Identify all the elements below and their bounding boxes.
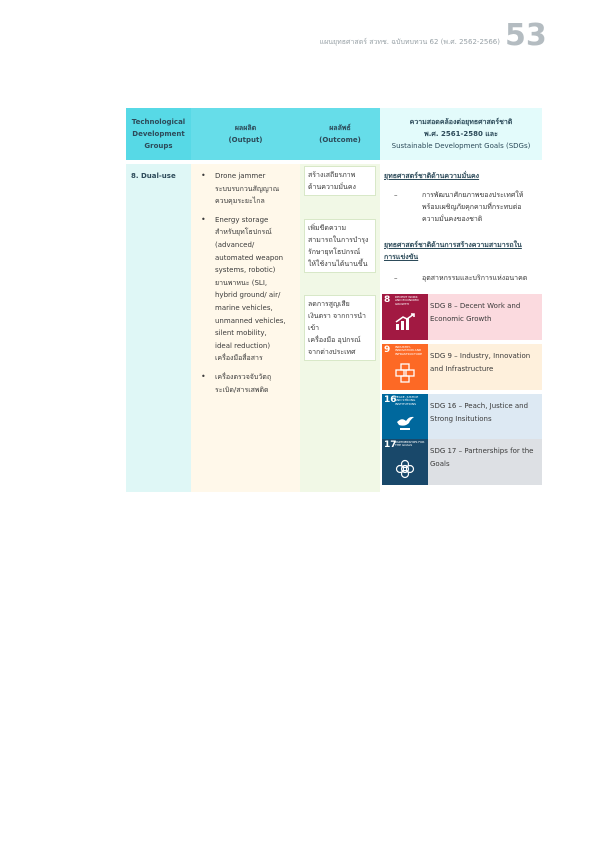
competitiveness-strategy-item	[384, 272, 540, 284]
header-groups-line: Technological	[131, 118, 186, 126]
header-output	[191, 108, 300, 160]
sdg-number: 9	[384, 345, 391, 355]
header-outcome	[300, 108, 380, 160]
dash-icon: –	[394, 274, 398, 282]
header-strategy-line: Sustainable Development Goals (SDGs)	[391, 142, 531, 150]
cell-group	[126, 164, 191, 492]
header-output-line: (Output)	[228, 136, 263, 144]
strategy-table	[126, 108, 542, 492]
cubes-icon	[394, 363, 416, 387]
outcome-line: รักษายุทโธปกรณ์	[308, 248, 361, 256]
sdg-label	[430, 350, 538, 376]
outcome-line: เงินตรา จากการนำเข้า	[308, 312, 366, 332]
sdg-label-line: SDG 17 – Partnerships for the	[430, 447, 534, 455]
output-line: ควบคุมระยะไกล	[215, 197, 265, 206]
security-strategy-item	[384, 189, 540, 225]
strategy-title-line: ยุทธศาสตร์ชาติด้านการสร้างความสามารถใน	[384, 241, 522, 249]
sdg-row	[382, 439, 542, 485]
outcome-line: ด้านความมั่นคง	[308, 183, 356, 191]
cell-outputs	[191, 164, 300, 492]
sdg-number: 8	[384, 295, 391, 305]
sdg-label	[430, 445, 538, 471]
output-line: เครื่องตรวจจับวัตถุ	[215, 372, 272, 381]
dash-icon: –	[394, 191, 398, 199]
sdg-number: 16	[384, 395, 397, 405]
sdg-label-line: Strong Insitutions	[430, 415, 492, 423]
output-line: ระบบรบกวนสัญญาณ	[215, 184, 280, 193]
outputs-list	[199, 170, 297, 402]
header-groups	[126, 108, 191, 160]
outcome-box	[304, 219, 376, 273]
sdg-8-icon	[382, 294, 428, 340]
sdg-label-line: SDG 8 – Decent Work and	[430, 302, 521, 310]
output-line: marine vehicles,	[215, 303, 273, 312]
cell-outcomes	[300, 164, 380, 492]
strategy-line: ความมั่นคงของชาติ	[422, 215, 483, 223]
sdg-row	[382, 344, 542, 390]
output-line: silent mobility,	[215, 329, 267, 338]
output-line: สำหรับยุทโธปกรณ์	[215, 228, 272, 237]
growth-chart-icon	[394, 313, 416, 335]
output-item	[199, 170, 297, 208]
output-line: hybrid ground/ air/	[215, 291, 281, 300]
sdg-label-line: Economic Growth	[430, 315, 492, 323]
sdg-icon-caption: INDUSTRY, INNOVATION AND INFRASTRUCTURE	[395, 345, 422, 356]
strategy-line: อุตสาหกรรมและบริการแห่งอนาคต	[422, 274, 528, 282]
outcome-line: ให้ใช้งานได้นานขึ้น	[308, 260, 368, 268]
outcome-box	[304, 295, 376, 361]
bullet-icon: •	[201, 371, 206, 381]
output-line: unmanned vehicles,	[215, 316, 286, 325]
output-line: ideal reduction)	[215, 341, 271, 350]
header-strategy	[380, 108, 542, 160]
output-line: เครื่องมือสื่อสาร	[215, 354, 263, 363]
header-groups-line: Groups	[144, 142, 173, 150]
strategy-line: พร้อมเผชิญภัยคุกคามที่กระทบต่อ	[422, 203, 522, 211]
sdg-label-line: and Infrastructure	[430, 365, 494, 373]
output-line: Energy storage	[215, 215, 269, 224]
outcome-line: เครื่องมือ อุปกรณ์	[308, 336, 361, 344]
output-item	[199, 371, 297, 396]
page-number: 53	[505, 18, 547, 53]
header-strategy-line: ความสอดคล้องต่อยุทธศาสตร์ชาติ	[409, 118, 513, 126]
header-outcome-line: (Outcome)	[319, 136, 361, 144]
output-line: automated weapon	[215, 253, 284, 262]
output-item	[199, 214, 297, 365]
output-line: (advanced/	[215, 240, 255, 249]
sdg-label-line: SDG 9 – Industry, Innovation	[430, 352, 531, 360]
outcome-box	[304, 166, 376, 196]
sdg-label	[430, 400, 538, 426]
header-outcome-line: ผลลัพธ์	[329, 124, 351, 132]
outcome-line: สร้างเสถียรภาพ	[308, 171, 356, 179]
output-line: systems, robotic)	[215, 266, 276, 275]
bullet-icon: •	[201, 214, 206, 224]
sdg-label	[430, 300, 538, 326]
dove-gavel-icon	[394, 413, 416, 437]
output-line: ระเบิด/สารเสพติด	[215, 385, 269, 394]
sdg-9-icon	[382, 344, 428, 390]
page-header-text: แผนยุทธศาสตร์ สวทช. ฉบับทบทวน 62 (พ.ศ. 2562-2566)	[319, 38, 500, 46]
sdg-row	[382, 294, 542, 340]
sdg-label-line: SDG 16 – Peach, Justice and	[430, 402, 529, 410]
sdg-row	[382, 394, 542, 440]
sdg-number: 17	[384, 440, 397, 450]
sdg-icon-caption: PEACE, JUSTICE AND STRONG INSTITUTIONS	[395, 395, 419, 406]
header-strategy-line: พ.ศ. 2561-2580 และ	[424, 130, 498, 138]
header-groups-line: Development	[132, 130, 185, 138]
sdg-icon-caption: PARTNERSHIPS FOR THE GOALS	[395, 440, 425, 448]
outcome-line: เพิ่มขีดความ	[308, 224, 347, 232]
strategy-line: การพัฒนาศักยภาพของประเทศให้	[422, 191, 524, 199]
bullet-icon: •	[201, 171, 206, 180]
sdg-label-line: Goals	[430, 460, 450, 468]
outcome-line: ลดการสูญเสีย	[308, 300, 350, 308]
group-name: 8. Dual-use	[131, 172, 176, 180]
sdg-16-icon	[382, 394, 428, 440]
header-output-line: ผลผลิต	[234, 124, 257, 132]
output-line: ยานพาหนะ (SLI,	[215, 278, 268, 287]
security-strategy-title: ยุทธศาสตร์ชาติด้านความมั่นคง	[384, 172, 480, 180]
sdg-icon-caption: DECENT WORK AND ECONOMIC GROWTH	[395, 295, 420, 306]
sdg-17-icon	[382, 439, 428, 485]
output-line: Drone jammer	[215, 172, 266, 180]
competitiveness-strategy-title	[384, 239, 540, 263]
partnership-flower-icon	[394, 458, 416, 484]
outcome-line: สามารถในการบำรุง	[308, 236, 369, 244]
strategy-title-line: การแข่งขัน	[384, 253, 419, 261]
cell-strategy	[380, 164, 542, 492]
outcome-line: จากต่างประเทศ	[308, 348, 356, 356]
